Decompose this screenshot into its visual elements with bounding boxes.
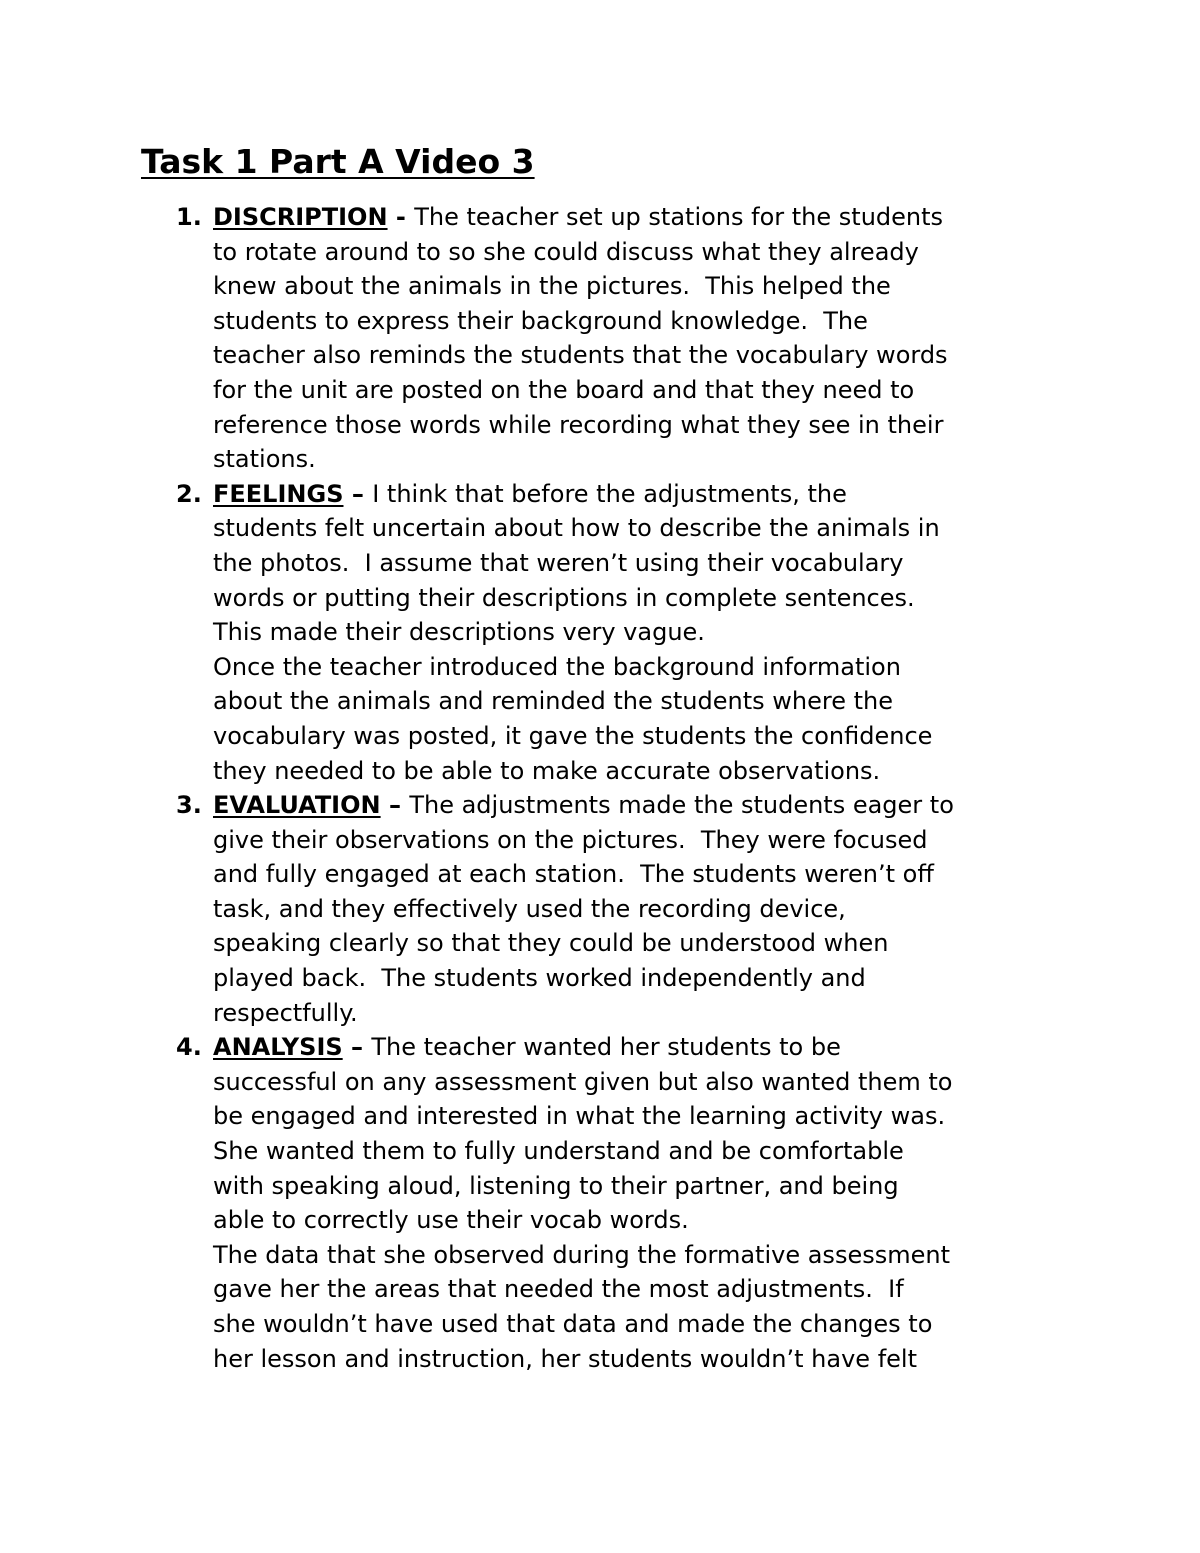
text-line: her lesson and instruction, her students wouldn’t have felt <box>213 1344 917 1373</box>
text-line <box>213 200 1200 235</box>
text-line: task, and they effectively used the recording device, <box>213 894 846 923</box>
text-line: they needed to be able to make accurate observations. <box>213 756 881 785</box>
text-line: knew about the animals in the pictures. This helped the <box>213 272 891 301</box>
heading-separator: – <box>380 791 410 820</box>
text-line: able to correctly use their vocab words. <box>213 1206 689 1235</box>
heading-separator: – <box>343 479 373 508</box>
item-number: 1. <box>176 203 202 231</box>
text-line: gave her the areas that needed the most adjustments. If <box>213 1275 904 1304</box>
heading-separator: - <box>387 203 415 231</box>
item-heading: EVALUATION <box>213 791 381 820</box>
text-line: about the animals and reminded the students where the <box>213 687 893 716</box>
text-line <box>213 788 1200 823</box>
text-line: for the unit are posted on the board and that they need to <box>213 375 915 404</box>
text-line: with speaking aloud, listening to their partner, and being <box>213 1171 899 1200</box>
text-line: reference those words while recording what they see in their <box>213 410 944 439</box>
item-text: I think that before the adjustments, the <box>372 479 847 508</box>
text-line: Once the teacher introduced the background information <box>213 652 901 681</box>
text-line: The data that she observed during the formative assessment <box>213 1240 950 1269</box>
text-line: be engaged and interested in what the learning activity was. <box>213 1102 946 1131</box>
item-heading: ANALYSIS <box>213 1033 343 1062</box>
text-line: This made their descriptions very vague. <box>213 618 705 647</box>
item-text: The teacher set up stations for the students <box>414 203 944 231</box>
text-line: give their observations on the pictures. They were focused <box>213 825 928 854</box>
heading-separator: – <box>342 1033 372 1062</box>
item-number: 4. <box>176 1033 202 1062</box>
list-item <box>0 477 1200 788</box>
document-title: Task 1 Part A Video 3 <box>141 142 535 181</box>
text-line <box>213 477 1200 512</box>
list-item <box>0 1030 1200 1376</box>
item-number: 2. <box>176 479 202 508</box>
item-heading: DISCRIPTION <box>213 203 388 231</box>
text-line: stations. <box>213 445 316 474</box>
item-number: 3. <box>176 791 202 820</box>
text-line: vocabulary was posted, it gave the students the confidence <box>213 721 933 750</box>
text-line: students felt uncertain about how to describe the animals in <box>213 514 940 543</box>
item-text: The adjustments made the students eager to <box>409 791 954 820</box>
text-line: and fully engaged at each station. The students weren’t off <box>213 860 934 889</box>
text-line: to rotate around to so she could discuss what they already <box>213 237 919 266</box>
item-heading: FEELINGS <box>213 479 344 508</box>
text-line: she wouldn’t have used that data and made the changes to <box>213 1310 933 1338</box>
text-line: words or putting their descriptions in complete sentences. <box>213 583 915 612</box>
text-line: students to express their background knowledge. The <box>213 306 868 335</box>
text-line <box>213 1030 1200 1065</box>
text-line: speaking clearly so that they could be understood when <box>213 929 889 958</box>
reflection-list <box>0 200 1200 1376</box>
text-line: the photos. I assume that weren’t using their vocabulary <box>213 548 904 577</box>
list-item <box>0 200 1200 477</box>
item-text: The teacher wanted her students to be <box>371 1033 841 1062</box>
list-item <box>0 788 1200 1030</box>
text-line: successful on any assessment given but also wanted them to <box>213 1067 953 1096</box>
text-line: played back. The students worked independently and <box>213 964 866 993</box>
text-line: She wanted them to fully understand and be comfortable <box>213 1137 904 1166</box>
text-line: teacher also reminds the students that the vocabulary words <box>213 341 948 370</box>
text-line: respectfully. <box>213 998 358 1027</box>
